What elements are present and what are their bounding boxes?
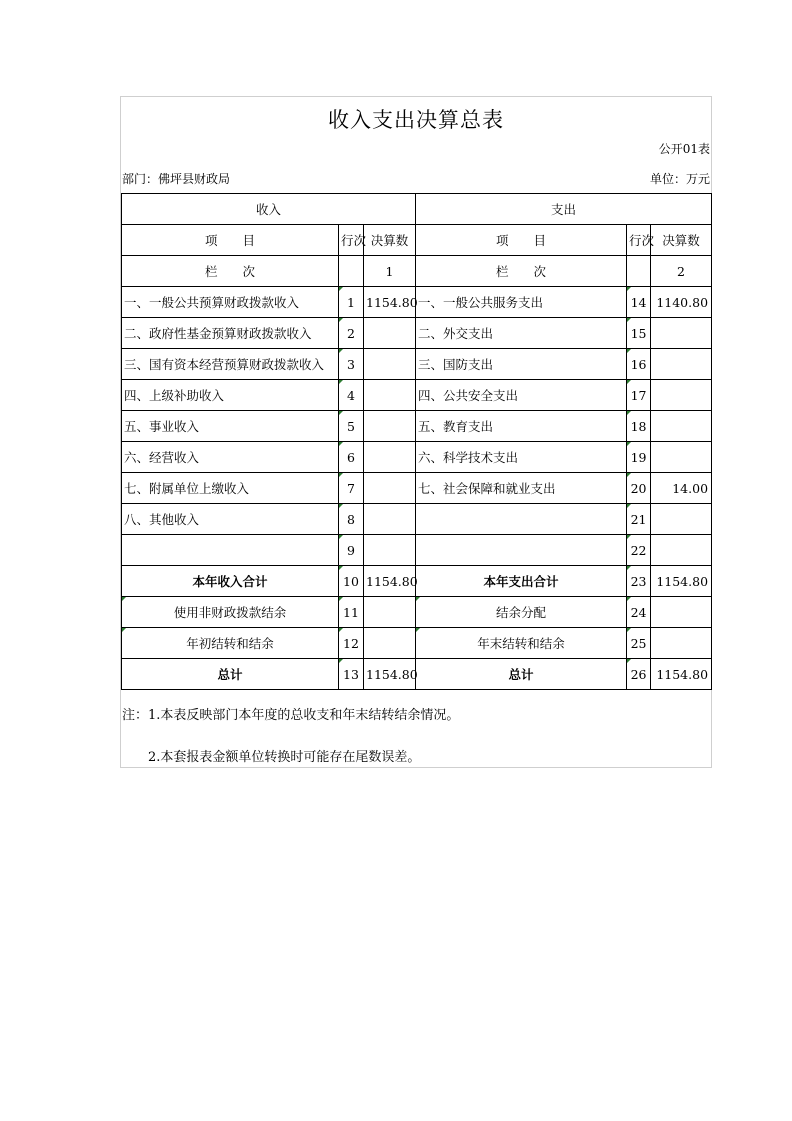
income-row-no: 11 xyxy=(339,597,364,628)
expense-amount-header: 决算数 xyxy=(651,225,712,256)
expense-year-total-label: 本年支出合计 xyxy=(416,566,627,597)
income-item: 四、上级补助收入 xyxy=(122,380,339,411)
expense-row-no: 24 xyxy=(627,597,651,628)
income-grand-total-label: 总计 xyxy=(122,659,339,690)
income-item: 七、附属单位上缴收入 xyxy=(122,473,339,504)
income-year-total-label: 本年收入合计 xyxy=(122,566,339,597)
unit-label: 单位：万元 xyxy=(649,172,710,186)
footnote-2: 2.本套报表金额单位转换时可能存在尾数误差。 xyxy=(148,750,421,765)
income-row-no: 3 xyxy=(339,349,364,380)
income-amount xyxy=(364,504,416,535)
table-column-index-row xyxy=(122,256,712,287)
table-row xyxy=(122,504,712,535)
income-item: 八、其他收入 xyxy=(122,504,339,535)
table-row xyxy=(122,411,712,442)
expense-grand-total-amount: 1154.80 xyxy=(651,659,712,690)
income-amount xyxy=(364,535,416,566)
expense-amount xyxy=(651,411,712,442)
income-item: 二、政府性基金预算财政拨款收入 xyxy=(122,318,339,349)
expense-amount xyxy=(651,442,712,473)
expense-item: 一、一般公共服务支出 xyxy=(416,287,627,318)
income-row-no: 9 xyxy=(339,535,364,566)
expense-header: 支出 xyxy=(416,194,712,225)
expense-row-no: 25 xyxy=(627,628,651,659)
expense-item: 年末结转和结余 xyxy=(416,628,627,659)
expense-item: 三、国防支出 xyxy=(416,349,627,380)
income-amount xyxy=(364,473,416,504)
table-row xyxy=(122,287,712,318)
expense-year-total-amount: 1154.80 xyxy=(651,566,712,597)
table-row xyxy=(122,380,712,411)
expense-amount xyxy=(651,380,712,411)
table-row-grand-total xyxy=(122,659,712,690)
income-column-blank xyxy=(339,256,364,287)
table-header-group xyxy=(122,194,712,225)
expense-amount xyxy=(651,628,712,659)
income-amount xyxy=(364,411,416,442)
expense-rowno-header: 行次 xyxy=(627,225,651,256)
expense-amount xyxy=(651,349,712,380)
income-amount xyxy=(364,380,416,411)
expense-column-label: 栏 次 xyxy=(416,256,627,287)
income-amount xyxy=(364,318,416,349)
income-item: 年初结转和结余 xyxy=(122,628,339,659)
income-amount: 1154.80 xyxy=(364,287,416,318)
department-label: 部门：佛坪县财政局 xyxy=(122,172,231,186)
income-row-no: 5 xyxy=(339,411,364,442)
income-row-no: 13 xyxy=(339,659,364,690)
table-row xyxy=(122,628,712,659)
expense-amount xyxy=(651,597,712,628)
expense-item: 二、外交支出 xyxy=(416,318,627,349)
expense-row-no: 15 xyxy=(627,318,651,349)
income-amount xyxy=(364,597,416,628)
income-row-no: 4 xyxy=(339,380,364,411)
expense-row-no: 16 xyxy=(627,349,651,380)
income-column-number: 1 xyxy=(364,256,416,287)
expense-row-no: 23 xyxy=(627,566,651,597)
income-row-no: 12 xyxy=(339,628,364,659)
expense-row-no: 18 xyxy=(627,411,651,442)
income-year-total-amount: 1154.80 xyxy=(364,566,416,597)
income-item: 使用非财政拨款结余 xyxy=(122,597,339,628)
expense-row-no: 26 xyxy=(627,659,651,690)
income-row-no: 2 xyxy=(339,318,364,349)
expense-item xyxy=(416,535,627,566)
income-row-no: 7 xyxy=(339,473,364,504)
table-row xyxy=(122,442,712,473)
expense-item-header: 项 目 xyxy=(416,225,627,256)
income-amount-header: 决算数 xyxy=(364,225,416,256)
expense-item: 七、社会保障和就业支出 xyxy=(416,473,627,504)
expense-item: 五、教育支出 xyxy=(416,411,627,442)
income-item-header: 项 目 xyxy=(122,225,339,256)
expense-amount xyxy=(651,318,712,349)
expense-item: 四、公共安全支出 xyxy=(416,380,627,411)
income-item: 六、经营收入 xyxy=(122,442,339,473)
income-row-no: 10 xyxy=(339,566,364,597)
income-item xyxy=(122,535,339,566)
table-row xyxy=(122,473,712,504)
income-row-no: 1 xyxy=(339,287,364,318)
expense-item xyxy=(416,504,627,535)
expense-grand-total-label: 总计 xyxy=(416,659,627,690)
income-rowno-header: 行次 xyxy=(339,225,364,256)
expense-row-no: 17 xyxy=(627,380,651,411)
expense-row-no: 21 xyxy=(627,504,651,535)
expense-item: 六、科学技术支出 xyxy=(416,442,627,473)
income-item: 一、一般公共预算财政拨款收入 xyxy=(122,287,339,318)
table-row xyxy=(122,318,712,349)
income-header: 收入 xyxy=(122,194,416,225)
income-item: 五、事业收入 xyxy=(122,411,339,442)
expense-amount: 1140.80 xyxy=(651,287,712,318)
income-amount xyxy=(364,442,416,473)
income-amount xyxy=(364,349,416,380)
table-row-total-year xyxy=(122,566,712,597)
table-header-columns xyxy=(122,225,712,256)
expense-item: 结余分配 xyxy=(416,597,627,628)
table-row xyxy=(122,349,712,380)
income-expense-table xyxy=(121,193,712,690)
expense-row-no: 14 xyxy=(627,287,651,318)
expense-column-blank xyxy=(627,256,651,287)
income-row-no: 8 xyxy=(339,504,364,535)
income-grand-total-amount: 1154.80 xyxy=(364,659,416,690)
page-title: 收入支出决算总表 xyxy=(328,108,504,132)
expense-amount xyxy=(651,535,712,566)
income-row-no: 6 xyxy=(339,442,364,473)
income-column-label: 栏 次 xyxy=(122,256,339,287)
form-number: 公开01表 xyxy=(658,142,710,156)
expense-column-number: 2 xyxy=(651,256,712,287)
table-row xyxy=(122,597,712,628)
income-item: 三、国有资本经营预算财政拨款收入 xyxy=(122,349,339,380)
expense-row-no: 20 xyxy=(627,473,651,504)
expense-amount: 14.00 xyxy=(651,473,712,504)
footnote-1: 注：1.本表反映部门本年度的总收支和年末结转结余情况。 xyxy=(122,708,460,723)
table-row xyxy=(122,535,712,566)
expense-amount xyxy=(651,504,712,535)
income-amount xyxy=(364,628,416,659)
expense-row-no: 19 xyxy=(627,442,651,473)
expense-row-no: 22 xyxy=(627,535,651,566)
